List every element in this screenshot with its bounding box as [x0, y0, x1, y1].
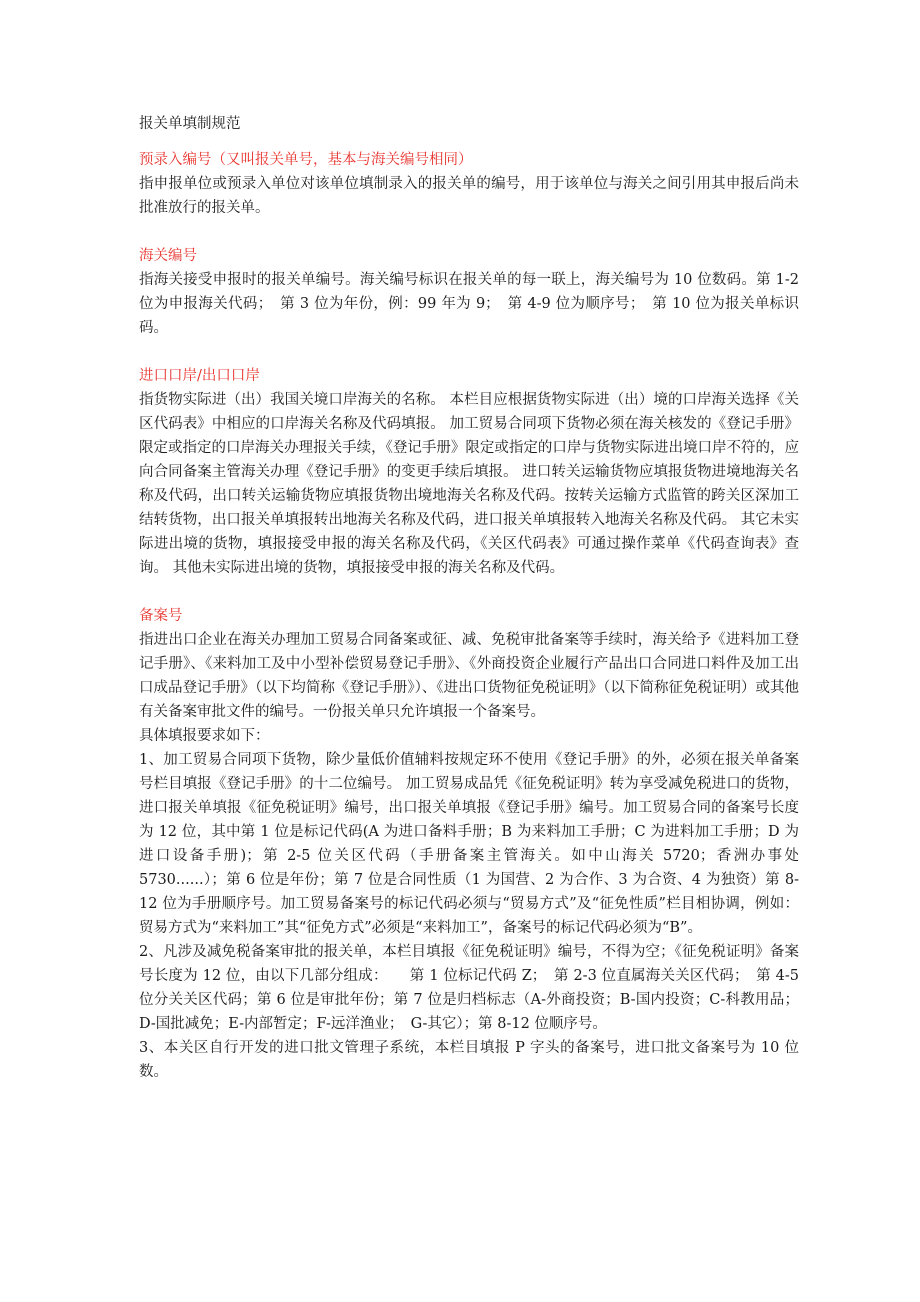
section-paragraph: 1、加工贸易合同项下货物，除少量低价值辅料按规定环不使用《登记手册》的外，必须在报关单备案号栏目填报《登记手册》的十二位编号。 加工贸易成品凭《征免税证明》转为享受减免税进口的货物，进口报关单填报《征免税证明》编号，出口报关单填报《登记手册》编号。加工贸易合同的备案号长度为 12 位，其中第 1 位是标记代码(A 为进口备料手册；B 为来料加工手册；C 为进料加工手册；D 为进口设备手册)；第 2-5 位关区代码（手册备案主管海关。如中山海关 5720；香洲办事处 5730......）；第 6 位是年份；第 7 位是合同性质（1 为国营、2 为合作、3 为合资、4 为独资）第 8-12 位为手册顺序号。加工贸易备案号的标记代码必须与“贸易方式”及“征免性质”栏目相协调，例如：贸易方式为“来料加工”其“征免方式”必须是“来料加工”，备案号的标记代码必须为“B”。	[139, 752, 799, 936]
section-paragraph: 指海关接受申报时的报关单编号。海关编号标识在报关单的每一联上，海关编号为 10 位数码。第 1-2 位为申报海关代码； 第 3 位为年份，例：99 年为 9； 第 4-9 位为顺序号； 第 10 位为报关单标识码。	[139, 272, 799, 336]
section-paragraph: 指进出口企业在海关办理加工贸易合同备案或征、减、免税审批备案等手续时，海关给予《进料加工登记手册》、《来料加工及中小型补偿贸易登记手册》、《外商投资企业履行产品出口合同进口料件及加工出口成品登记手册》（以下均简称《登记手册》）、《进出口货物征免税证明》（以下简称征免税证明）或其他有关备案审批文件的编号。一份报关单只允许填报一个备案号。	[139, 632, 799, 720]
section-heading: 备案号	[139, 608, 183, 624]
section-port	[139, 364, 799, 580]
section-paragraph: 3、本关区自行开发的进口批文管理子系统，本栏目填报 P 字头的备案号，进口批文备案号为 10 位数。	[139, 1040, 799, 1080]
section-paragraph: 具体填报要求如下：	[139, 728, 270, 744]
section-record-number	[139, 604, 799, 1084]
section-paragraph: 指申报单位或预录入单位对该单位填制录入的报关单的编号，用于该单位与海关之间引用其申报后尚未批准放行的报关单。	[139, 176, 799, 216]
section-paragraph: 指货物实际进（出）我国关境口岸海关的名称。 本栏目应根据货物实际进（出）境的口岸海关选择《关区代码表》中相应的口岸海关名称及代码填报。 加工贸易合同项下货物必须在海关核发的《登记手册》限定或指定的口岸海关办理报关手续，《登记手册》限定或指定的口岸与货物实际进出境口岸不符的，应向合同备案主管海关办理《登记手册》的变更手续后填报。 进口转关运输货物应填报货物进境地海关名称及代码，出口转关运输货物应填报货物出境地海关名称及代码。按转关运输方式监管的跨关区深加工结转货物，出口报关单填报转出地海关名称及代码，进口报关单填报转入地海关名称及代码。 其它未实际进出境的货物，填报接受申报的海关名称及代码，《关区代码表》可通过操作菜单《代码查询表》查询。 其他未实际进出境的货物，填报接受申报的海关名称及代码。	[139, 392, 799, 576]
section-heading: 进口口岸/出口口岸	[139, 368, 260, 384]
section-paragraph: 2、凡涉及减免税备案审批的报关单，本栏目填报《征免税证明》编号，不得为空；《征免税证明》备案号长度为 12 位，由以下几部分组成： 第 1 位标记代码 Z； 第 2-3 位直属海关关区代码； 第 4-5 位分关关区代码；第 6 位是审批年份；第 7 位是归档标志（A-外商投资；B-国内投资；C-科教用品；D-国批减免；E-内部暂定；F-远洋渔业； G-其它）；第 8-12 位顺序号。	[139, 944, 799, 1032]
section-heading: 预录入编号（又叫报关单号，基本与海关编号相同）	[139, 152, 473, 168]
section-customs-number	[139, 244, 799, 340]
section-preentry-number	[139, 148, 799, 220]
section-heading: 海关编号	[139, 248, 197, 264]
document-title: 报关单填制规范	[139, 116, 241, 132]
document-page	[139, 112, 799, 1084]
